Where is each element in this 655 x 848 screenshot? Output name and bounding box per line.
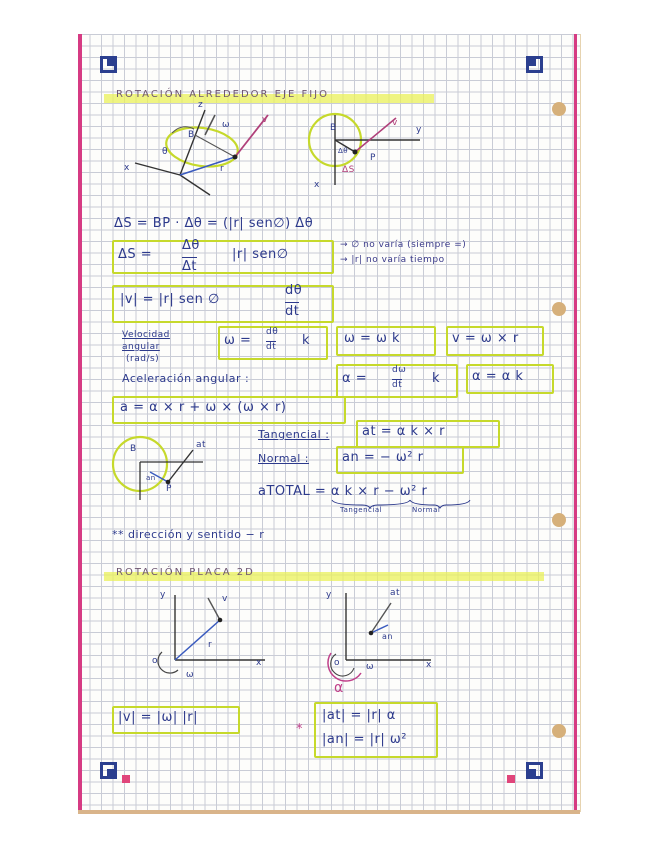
an-magnitude-equation: |an| = |r| ω² bbox=[322, 732, 407, 747]
normal-underbrace-label: Normal bbox=[412, 506, 441, 514]
note-angle-constant: → ∅ no varía (siempre =) bbox=[340, 240, 467, 250]
binder-hole bbox=[552, 724, 566, 738]
eq7-k: k bbox=[432, 371, 441, 386]
section-title: ROTACIÓN ALREDEDOR EJE FIJO bbox=[116, 89, 329, 100]
axis-label-y: y bbox=[326, 590, 332, 600]
angular-velocity-label: Velocidad bbox=[122, 330, 170, 340]
underbrace bbox=[330, 498, 470, 508]
vector-r-label: r bbox=[208, 640, 213, 650]
normal-label: Normal : bbox=[258, 452, 310, 465]
eq9-acceleration: a = α × r + ω × (ω × r) bbox=[120, 400, 287, 415]
eq4-k: k bbox=[302, 333, 311, 348]
point-b-label: B bbox=[330, 123, 337, 133]
alpha-label: α bbox=[334, 680, 344, 696]
tangential-normal-diagram bbox=[108, 432, 208, 502]
axis-label-z: z bbox=[198, 100, 204, 110]
pink-mark bbox=[122, 775, 130, 783]
vector-v-label: v bbox=[222, 594, 228, 604]
origin-label: o bbox=[334, 658, 341, 668]
origin-label: o bbox=[152, 656, 159, 666]
section-title: ROTACIÓN PLACA 2D bbox=[116, 567, 255, 578]
plate-2d-velocity-diagram bbox=[140, 590, 270, 685]
axis-label-y: y bbox=[416, 125, 422, 135]
eq2-numerator: Δθ bbox=[182, 238, 200, 253]
units-label: (rad/s) bbox=[126, 354, 160, 364]
eq2-right: |r| sen∅ bbox=[232, 247, 289, 262]
normal-equation: an = − ω² r bbox=[342, 450, 424, 465]
corner-mark-icon bbox=[526, 762, 543, 779]
total-acceleration-equation: aTOTAL = α k × r − ω² r bbox=[258, 484, 428, 499]
eq3-numerator: dθ bbox=[285, 283, 303, 298]
vector-r-label: r bbox=[220, 164, 225, 174]
eq2-denominator: Δt bbox=[182, 259, 197, 274]
eq4-left: ω = bbox=[224, 333, 252, 348]
at-magnitude-equation: |at| = |r| α bbox=[322, 708, 396, 723]
star-mark: * bbox=[296, 722, 303, 737]
eq3-denominator: dt bbox=[285, 304, 300, 319]
vector-v-label: v bbox=[262, 115, 268, 125]
left-margin-line bbox=[78, 34, 82, 812]
eq8: α = α k bbox=[472, 369, 524, 384]
at-label: at bbox=[196, 440, 207, 450]
eq4-denominator: dt bbox=[266, 342, 277, 352]
eq4-numerator: dθ bbox=[266, 327, 279, 337]
delta-s-label: ΔS bbox=[342, 165, 355, 175]
axis-label-y: y bbox=[160, 590, 166, 600]
pink-mark bbox=[507, 775, 515, 783]
plate-2d-acceleration-diagram bbox=[306, 588, 436, 698]
eq6: v = ω × r bbox=[452, 331, 519, 346]
axis-label-x: x bbox=[256, 658, 262, 668]
omega-label: ω bbox=[222, 120, 231, 130]
point-p-label: P bbox=[166, 484, 172, 494]
omega-label: ω bbox=[186, 670, 195, 680]
delta-theta-label: Δθ bbox=[338, 147, 349, 155]
omega-label: ω bbox=[366, 662, 375, 672]
note-r-constant: → |r| no varía tiempo bbox=[340, 255, 445, 265]
point-b-label: B bbox=[130, 444, 137, 454]
rotation-top-view-diagram bbox=[300, 110, 430, 190]
eq7-left: α = bbox=[342, 371, 368, 386]
tangential-underbrace-label: Tangencial bbox=[340, 506, 383, 514]
speed-magnitude-equation: |v| = |ω| |r| bbox=[118, 710, 198, 725]
binder-hole bbox=[552, 102, 566, 116]
right-margin-line bbox=[574, 34, 577, 812]
corner-mark-icon bbox=[100, 56, 117, 73]
tangential-equation: at = α k × r bbox=[362, 424, 445, 439]
axis-label-x: x bbox=[314, 180, 320, 190]
angular-velocity-label: angular bbox=[122, 342, 160, 352]
axis-label-x: x bbox=[426, 660, 432, 670]
corner-mark-icon bbox=[100, 762, 117, 779]
binder-hole bbox=[552, 302, 566, 316]
eq3-left: |v| = |r| sen ∅ bbox=[120, 292, 220, 307]
angular-acceleration-label: Aceleración angular : bbox=[122, 372, 250, 385]
an-label: an bbox=[382, 632, 393, 641]
eq5: ω = ω k bbox=[344, 331, 401, 346]
axis-label-x: x bbox=[124, 163, 130, 173]
page-bottom-edge bbox=[78, 810, 580, 814]
point-b-label: B bbox=[188, 130, 195, 140]
binder-hole bbox=[552, 513, 566, 527]
an-label: an bbox=[146, 474, 156, 482]
tangential-label: Tangencial : bbox=[258, 428, 330, 441]
at-label: at bbox=[390, 588, 401, 598]
rotation-3d-diagram bbox=[110, 105, 280, 200]
corner-mark-icon bbox=[526, 56, 543, 73]
eq2-left: ΔS = bbox=[118, 247, 153, 262]
eq7-numerator: dω bbox=[392, 365, 407, 375]
vector-v-label: v bbox=[392, 118, 398, 128]
direction-note: ** dirección y sentido − r bbox=[112, 528, 265, 541]
theta-label: θ bbox=[162, 147, 169, 157]
point-p-label: P bbox=[370, 153, 376, 163]
eq7-denominator: dt bbox=[392, 380, 403, 390]
equation-delta-s: ΔS = BP · Δθ = (|r| sen∅) Δθ bbox=[114, 216, 314, 231]
